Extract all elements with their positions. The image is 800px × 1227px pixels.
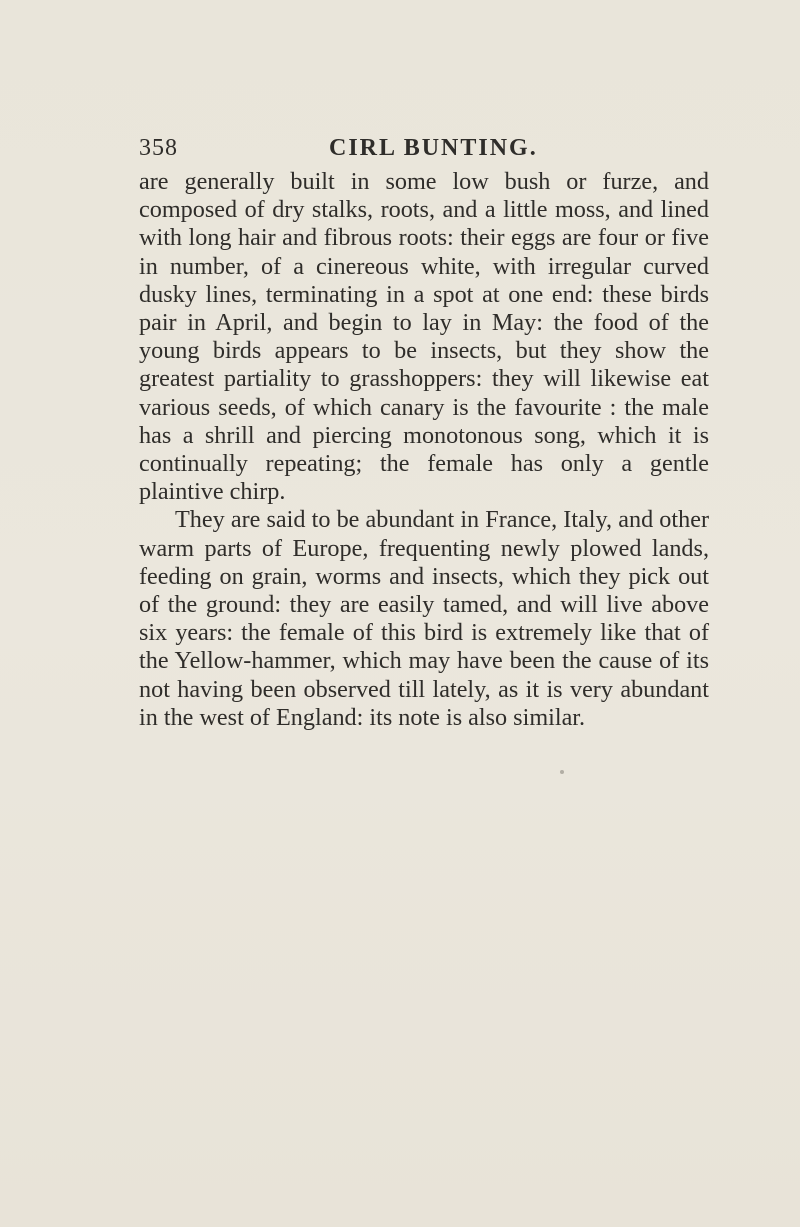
page-number: 358 (139, 135, 178, 161)
paragraph-1: are generally built in some low bush or furze, and composed of dry stalks, roots, and a little moss, and lined with long hair and fibrous roots: their eggs are four or five in number, of a cinereous white, with irregular curved dusky lines, terminating in a spot at one end: these birds pair in April, and begin to lay in May: the food of the young birds appears to be insects, but they show the greatest partiality to grasshoppers: they will likewise eat various seeds, of which canary is the favourite : the male has a shrill and piercing monotonous song, which it is continually repeating; the female has only a gentle plaintive chirp. (139, 168, 709, 506)
running-head: CIRL BUNTING. (329, 135, 538, 161)
ink-speck (560, 770, 564, 774)
page-header (139, 135, 699, 167)
paragraph-2: They are said to be abundant in France, Italy, and other warm parts of Europe, frequenting newly plowed lands, feeding on grain, worms and insects, which they pick out of the ground: they are easily tamed, and will live above six years: the female of this bird is extremely like that of the Yellow-hammer, which may have been the cause of its not having been observed till lately, as it is very abundant in the west of England: its note is also similar. (139, 506, 709, 731)
body-text (139, 168, 709, 732)
